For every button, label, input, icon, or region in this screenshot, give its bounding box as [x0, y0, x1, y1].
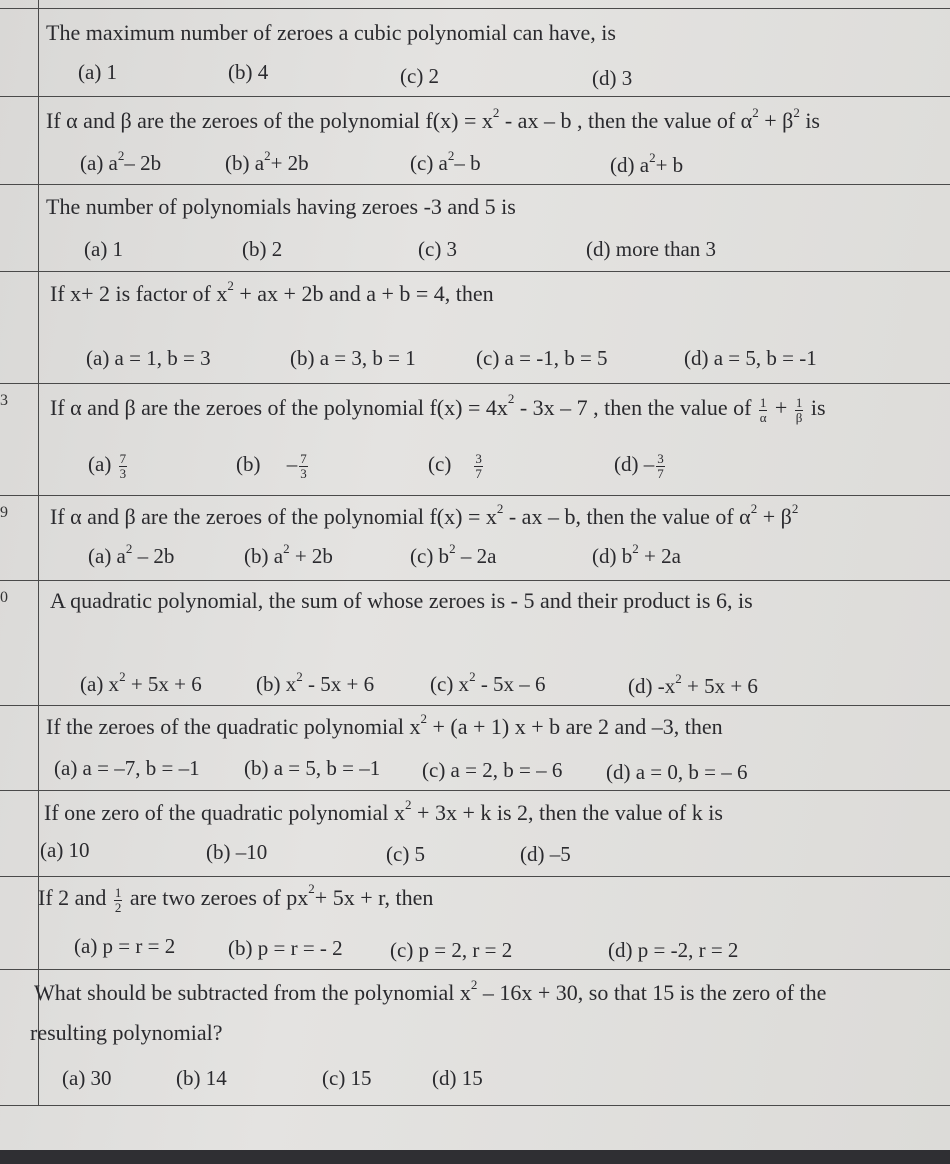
row-divider: [0, 383, 950, 384]
q2-option-c: (c) $a^2-$ b: [410, 148, 481, 175]
q2-option-d: (d) $a^2+ b$: [610, 150, 684, 177]
q10-option-d: (d) p = -2, r = 2: [608, 938, 739, 962]
margin-mark: 3: [0, 392, 8, 409]
q1-option-b: (b) 4: [228, 60, 269, 84]
q5-option-c: (c) $\frac{3}{7}$: [428, 451, 482, 481]
q2-option-b: (b) $a^2+ 2b$: [225, 148, 309, 175]
q6-option-d: (d) $b^2 + 2a$: [592, 541, 681, 568]
row-divider: [0, 1105, 950, 1106]
q5-option-d: (d) – $\frac{3}{7}$: [614, 451, 664, 481]
row-divider: [0, 969, 950, 970]
question-5-stem: If α and β are the zeroes of the polynomial $f(x) = 4x^2 - 3x - 7$ , then the value of $\frac{1}{\alpha}$ + $\frac{1}{\beta}$ is: [50, 391, 826, 425]
q4-option-a: (a) a = 1, b = 3: [86, 346, 211, 370]
question-11-stem: What should be subtracted from the polynomial $x^2 - 16x + 30$, so that 15 is the zero of the: [34, 977, 827, 1005]
q10-option-c: (c) p = 2, r = 2: [390, 938, 513, 962]
row-divider: [0, 790, 950, 791]
q1-option-a: (a) 1: [78, 60, 118, 84]
margin-mark: 9: [0, 504, 8, 521]
q9-option-d: (d) –5: [520, 842, 571, 866]
question-1-stem: The maximum number of zeroes a cubic polynomial can have, is: [46, 20, 616, 45]
q4-option-d: (d) a = 5, b = -1: [684, 346, 817, 370]
question-3-stem: The number of polynomials having zeroes -3 and 5 is: [46, 194, 516, 219]
q3-option-b: (b) 2: [242, 237, 283, 261]
row-divider: [0, 8, 950, 9]
q7-option-c: (c) $x^2 - 5x - 6$: [430, 669, 546, 696]
fraction: $\frac{1}{\alpha}$: [759, 395, 767, 425]
q2-option-a: (a) $a^2-$ 2b: [80, 148, 162, 175]
q4-option-b: (b) a = 3, b = 1: [290, 346, 416, 370]
row-divider: [0, 705, 950, 706]
q10-option-b: (b) p = r = - 2: [228, 936, 343, 960]
q7-option-b: (b) $x^2 - 5x + 6$: [256, 669, 375, 696]
row-divider: [0, 184, 950, 185]
q1-option-c: (c) 2: [400, 64, 440, 88]
q3-option-a: (a) 1: [84, 237, 124, 261]
question-6-stem: If α and β are the zeroes of the polynomial $f(x) = x^2$ - ax – b, then the value of $\alpha^2 + \beta^2$: [50, 501, 799, 529]
q5-option-a: (a) $\frac{7}{3}$: [88, 451, 127, 481]
q8-option-a: (a) a = –7, b = –1: [54, 756, 200, 780]
q9-option-c: (c) 5: [386, 842, 426, 866]
q8-option-c: (c) a = 2, b = – 6: [422, 758, 563, 782]
q11-option-d: (d) 15: [432, 1066, 483, 1090]
q6-option-b: (b) $a^2 + 2b$: [244, 541, 333, 568]
question-2-stem: If α and β are the zeroes of the polynomial $f(x) = x^2$ - ax – b , then the value of $\alpha^2 + \beta^2$ is: [46, 105, 820, 133]
row-divider: [0, 495, 950, 496]
margin-mark: 0: [0, 589, 8, 606]
row-divider: [0, 271, 950, 272]
fraction: $\frac{1}{\beta}$: [795, 395, 803, 425]
q8-option-d: (d) a = 0, b = – 6: [606, 760, 748, 784]
question-10-stem: If 2 and $\frac{1}{2}$ are two zeroes of $px^2+ 5x + r$, then: [38, 881, 434, 915]
q8-option-b: (b) a = 5, b = –1: [244, 756, 381, 780]
row-divider: [0, 580, 950, 581]
q3-option-d: (d) more than 3: [586, 237, 717, 261]
q6-option-c: (c) $b^2 - 2a$: [410, 541, 497, 568]
q10-option-a: (a) p = r = 2: [74, 934, 176, 958]
row-divider: [0, 876, 950, 877]
q11-option-c: (c) 15: [322, 1066, 372, 1090]
q11-option-b: (b) 14: [176, 1066, 227, 1090]
question-8-stem: If the zeroes of the quadratic polynomial $x^2 + (a + 1) x + b$ are 2 and –3, then: [46, 711, 723, 739]
q1-option-d: (d) 3: [592, 66, 633, 90]
q6-option-a: (a) $a^2 - 2b$: [88, 541, 175, 568]
q7-option-a: (a) $x^2 + 5x + 6$: [80, 669, 202, 696]
question-7-stem: A quadratic polynomial, the sum of whose zeroes is - 5 and their product is 6, is: [50, 588, 753, 613]
q4-option-c: (c) a = -1, b = 5: [476, 346, 608, 370]
q9-option-b: (b) –10: [206, 840, 268, 864]
question-9-stem: If one zero of the quadratic polynomial $x^2 + 3x + k$ is 2, then the value of k is: [44, 797, 723, 825]
q11-option-a: (a) 30: [62, 1066, 112, 1090]
page-edge: [0, 1150, 950, 1164]
question-11-stem-cont: resulting polynomial?: [30, 1020, 223, 1045]
row-divider: [0, 96, 950, 97]
question-4-stem: If x+ 2 is factor of $x^2$ + ax + 2b and a + b = 4, then: [50, 278, 494, 306]
q9-option-a: (a) 10: [40, 838, 90, 862]
margin-rule: [38, 0, 39, 1105]
q5-option-b: (b) – $\frac{7}{3}$: [236, 451, 307, 481]
fraction: $\frac{1}{2}$: [114, 885, 122, 915]
q7-option-d: (d) $-x^2 + 5x + 6$: [628, 671, 758, 698]
q3-option-c: (c) 3: [418, 237, 458, 261]
